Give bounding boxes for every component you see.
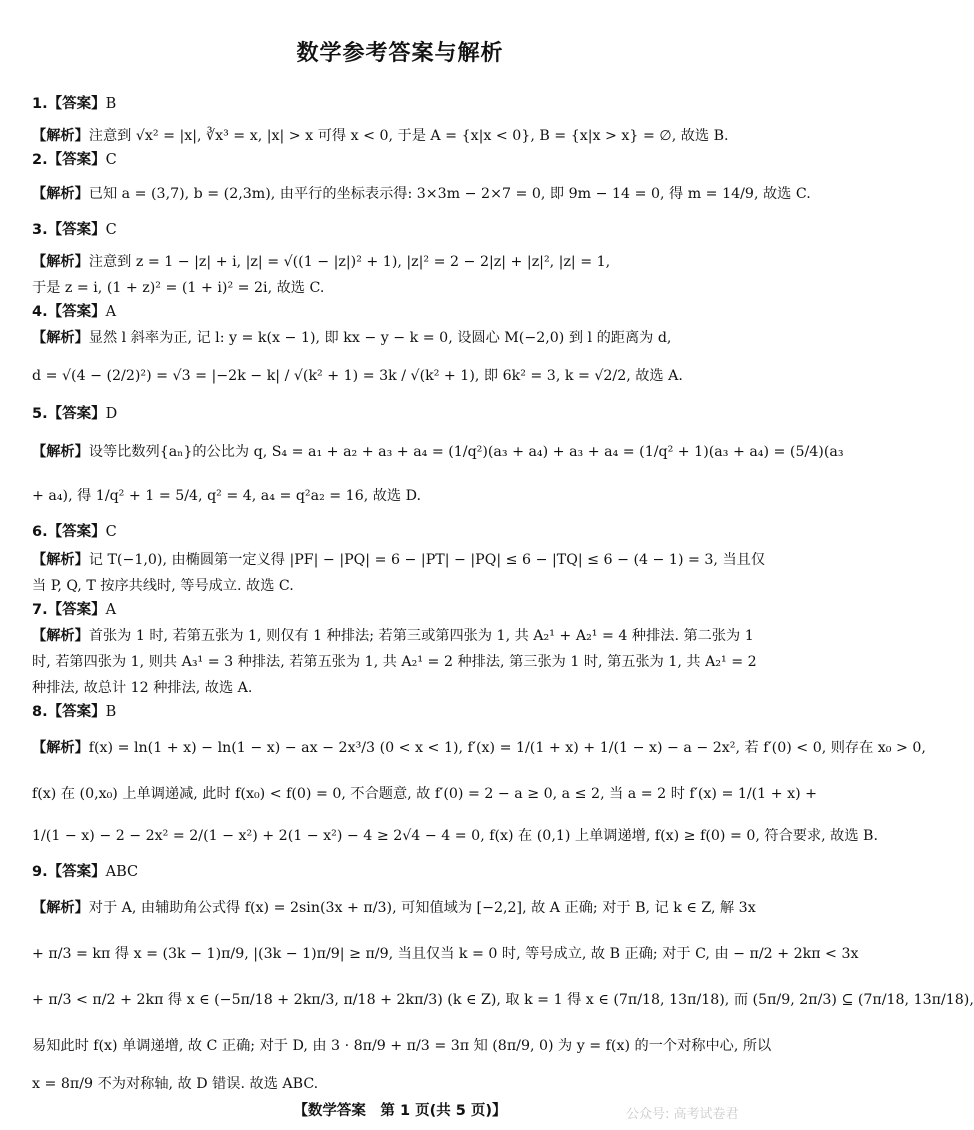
answer-label: 3.【答案】 xyxy=(32,222,106,238)
explanation-text: 显然 l 斜率为正, 记 l: y = k(x − 1), 即 kx − y − k = 0, 设圆心 M(−2,0) 到 l 的距离为 d, xyxy=(88,330,672,346)
q9-jx2 xyxy=(32,944,859,964)
page-title: 数学参考答案与解析 xyxy=(296,41,504,66)
answer-label: 4.【答案】 xyxy=(32,304,106,320)
q5-jx1 xyxy=(32,442,844,462)
explanation-label: 【解析】 xyxy=(32,628,89,644)
q9-ans xyxy=(32,862,780,882)
q3-jx1 xyxy=(32,252,780,272)
explanation-label: 【解析】 xyxy=(32,444,89,460)
explanation-text: 于是 z = i, (1 + z)² = (1 + i)² = 2i, 故选 C. xyxy=(32,280,325,296)
explanation-label: 【解析】 xyxy=(32,186,89,202)
explanation-label: 【解析】 xyxy=(32,128,89,144)
q2-ans xyxy=(32,150,780,170)
watermark: 公众号: 高考试卷君 xyxy=(626,1107,739,1122)
explanation-text: d = √(4 − (2/2)²) = √3 = |−2k − k| / √(k² + 1) = 3k / √(k² + 1), 即 6k² = 3, k = √2/2, 故选 A. xyxy=(32,368,683,384)
answer-value: C xyxy=(105,152,117,168)
explanation-text: 易知此时 f(x) 单调递增, 故 C 正确; 对于 D, 由 3 · 8π/9 + π/3 = 3π 知 (8π/9, 0) 为 y = f(x) 的一个对称中心, 所以 xyxy=(32,1038,772,1054)
q7-jx2 xyxy=(32,652,780,672)
q9-jx4 xyxy=(32,1036,780,1056)
answer-value: D xyxy=(105,406,118,422)
q1-jx xyxy=(32,126,780,146)
answer-value: A xyxy=(105,304,117,320)
explanation-text: 种排法, 故总计 12 种排法, 故选 A. xyxy=(32,680,253,696)
explanation-text: f(x) 在 (0,x₀) 上单调递减, 此时 f(x₀) < f(0) = 0, 不合题意, 故 f′(0) = 2 − a ≥ 0, a ≤ 2, 当 a = 2 时 f′(x) = 1/(1 + x) + xyxy=(32,786,818,802)
explanation-text: 注意到 z = 1 − |z| + i, |z| = √((1 − |z|)² + 1), |z|² = 2 − 2|z| + |z|², |z| = 1, xyxy=(88,254,611,270)
answer-label: 9.【答案】 xyxy=(32,864,106,880)
answer-value: C xyxy=(105,222,117,238)
answer-label: 5.【答案】 xyxy=(32,406,106,422)
q9-jx3 xyxy=(32,990,974,1010)
q4-jx1 xyxy=(32,328,780,348)
explanation-label: 【解析】 xyxy=(32,740,89,756)
page-footer: 【数学答案 第 1 页(共 5 页)】 xyxy=(293,1103,507,1119)
q7-jx3 xyxy=(32,678,780,698)
q6-jx2 xyxy=(32,576,780,596)
q3-ans xyxy=(32,220,780,240)
q8-jx1 xyxy=(32,738,926,758)
explanation-text: 对于 A, 由辅助角公式得 f(x) = 2sin(3x + π/3), 可知值域为 [−2,2], 故 A 正确; 对于 B, 记 k ∈ Z, 解 3x xyxy=(88,900,756,916)
q8-ans xyxy=(32,702,780,722)
q9-jx5 xyxy=(32,1074,780,1094)
q4-jx2 xyxy=(32,366,780,386)
explanation-text: + π/3 < π/2 + 2kπ 得 x ∈ (−5π/18 + 2kπ/3, π/18 + 2kπ/3) (k ∈ Z), 取 k = 1 得 x ∈ (7π/18, 13π/18), 而 (5π/9, 2π/3) ⊆ (7π/18, 13π/18), xyxy=(32,992,974,1008)
explanation-text: 记 T(−1,0), 由椭圆第一定义得 |PF| − |PQ| = 6 − |PT| − |PQ| ≤ 6 − |TQ| ≤ 6 − (4 − 1) = 3, 当且仅 xyxy=(88,552,766,568)
explanation-text: + a₄), 得 1/q² + 1 = 5/4, q² = 4, a₄ = q²a₂ = 16, 故选 D. xyxy=(32,488,421,504)
q3-jx2 xyxy=(32,278,780,298)
explanation-text: f(x) = ln(1 + x) − ln(1 − x) − ax − 2x³/3 (0 < x < 1), f′(x) = 1/(1 + x) + 1/(1 − x) − a − 2x², 若 f′(0) < 0, 则存在 x₀ > 0, xyxy=(88,740,926,756)
explanation-text: 注意到 √x² = |x|, ∛x³ = x, |x| > x 可得 x < 0, 于是 A = {x|x < 0}, B = {x|x > x} = ∅, 故选 B. xyxy=(88,128,729,144)
q8-jx3 xyxy=(32,826,878,846)
q2-jx xyxy=(32,184,811,204)
q7-ans xyxy=(32,600,780,620)
answer-value: C xyxy=(105,524,117,540)
q1-ans xyxy=(32,94,780,114)
q5-ans xyxy=(32,404,780,424)
q6-ans xyxy=(32,522,780,542)
explanation-text: x = 8π/9 不为对称轴, 故 D 错误. 故选 ABC. xyxy=(32,1076,319,1092)
answer-value: B xyxy=(105,704,117,720)
q7-jx1 xyxy=(32,626,780,646)
q6-jx1 xyxy=(32,550,780,570)
q8-jx2 xyxy=(32,784,818,804)
answer-label: 8.【答案】 xyxy=(32,704,106,720)
explanation-text: 已知 a = (3,7), b = (2,3m), 由平行的坐标表示得: 3×3m − 2×7 = 0, 即 9m − 14 = 0, 得 m = 14/9, 故选 C. xyxy=(88,186,811,202)
answer-label: 2.【答案】 xyxy=(32,152,106,168)
explanation-text: 当 P, Q, T 按序共线时, 等号成立. 故选 C. xyxy=(32,578,294,594)
answer-label: 7.【答案】 xyxy=(32,602,106,618)
explanation-label: 【解析】 xyxy=(32,330,89,346)
explanation-label: 【解析】 xyxy=(32,254,89,270)
explanation-label: 【解析】 xyxy=(32,900,89,916)
explanation-text: + π/3 = kπ 得 x = (3k − 1)π/9, |(3k − 1)π/9| ≥ π/9, 当且仅当 k = 0 时, 等号成立, 故 B 正确; 对于 C, 由 − π/2 + 2kπ < 3x xyxy=(32,946,859,962)
explanation-text: 设等比数列{aₙ}的公比为 q, S₄ = a₁ + a₂ + a₃ + a₄ = (1/q²)(a₃ + a₄) + a₃ + a₄ = (1/q² + 1)(a₃ + a₄) = (5/4)(a₃ xyxy=(88,444,844,460)
answer-label: 6.【答案】 xyxy=(32,524,106,540)
explanation-label: 【解析】 xyxy=(32,552,89,568)
q9-jx1 xyxy=(32,898,780,918)
explanation-text: 1/(1 − x) − 2 − 2x² = 2/(1 − x²) + 2(1 − x²) − 4 ≥ 2√4 − 4 = 0, f(x) 在 (0,1) 上单调递增, f(x) ≥ f(0) = 0, 符合要求, 故选 B. xyxy=(32,828,878,844)
q4-ans xyxy=(32,302,780,322)
answer-value: B xyxy=(105,96,117,112)
explanation-text: 首张为 1 时, 若第五张为 1, 则仅有 1 种排法; 若第三或第四张为 1, 共 A₂¹ + A₂¹ = 4 种排法. 第二张为 1 xyxy=(88,628,754,644)
answer-value: ABC xyxy=(105,864,139,880)
answer-label: 1.【答案】 xyxy=(32,96,106,112)
answer-value: A xyxy=(105,602,117,618)
q5-jx2 xyxy=(32,486,780,506)
explanation-text: 时, 若第四张为 1, 则共 A₃¹ = 3 种排法, 若第五张为 1, 共 A₂¹ = 2 种排法, 第三张为 1 时, 第五张为 1, 共 A₂¹ = 2 xyxy=(32,654,757,670)
